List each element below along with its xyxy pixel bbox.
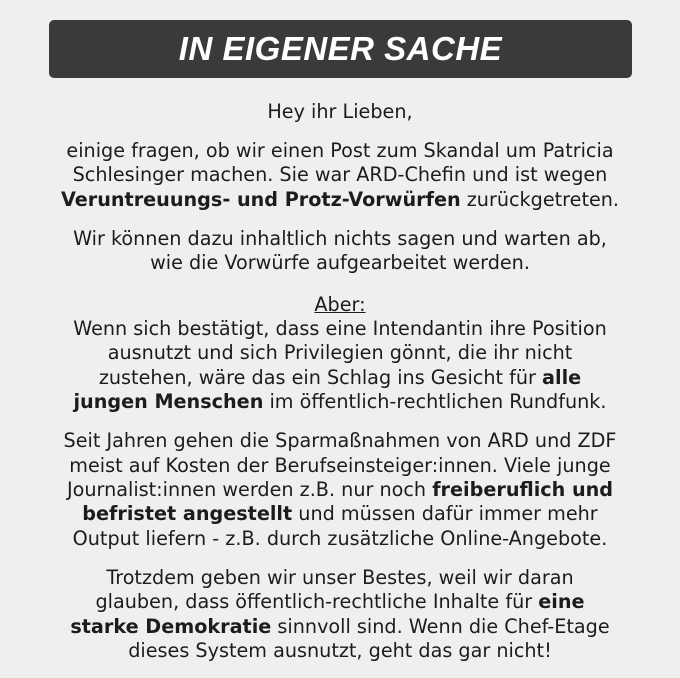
paragraph-democracy [30,566,650,664]
bold-phrase: befristet angestellt [82,502,293,526]
paragraph-line [30,478,650,502]
title-banner [49,20,632,78]
paragraph-aber [30,293,650,415]
paragraph-line: dieses System ausnutzt, geht das gar nicht! [128,639,552,663]
paragraph-line [30,390,650,414]
greeting-text: Hey ihr Lieben, [267,100,413,123]
banner-title: IN EIGENER SACHE [178,30,503,67]
bold-phrase: eine [538,590,585,614]
paragraph-line: Trotzdem geben wir unser Bestes, weil wir daran [106,565,574,589]
paragraph-line: einige fragen, ob wir einen Post zum Skandal um Patricia [66,139,614,162]
paragraph-line: Output liefern - z.B. durch zusätzliche Online-Angebote. [72,526,608,550]
text-fragment: und müssen dafür immer mehr [292,502,598,526]
paragraph-line: meist auf Kosten der Berufseinsteiger:innen. Viele junge [69,453,611,477]
paragraph-line: Wir können dazu inhaltlich nichts sagen und warten ab, [73,226,607,250]
paragraph-cuts [30,429,650,551]
bold-phrase: Veruntreuungs- und Protz-Vorwürfen [60,187,461,211]
paragraph-request [30,139,650,212]
text-fragment: Journalist:innen werden z.B. nur noch [66,478,433,502]
text-fragment: zurückgetreten. [460,187,620,211]
bold-phrase: alle [542,365,582,389]
bold-phrase: jungen Menschen [73,390,264,414]
statement-text [30,100,650,678]
paragraph-line: Wenn sich bestätigt, dass eine Intendantin ihre Position [73,317,607,341]
aber-heading: Aber: [314,292,366,316]
bold-phrase: starke Demokratie [70,614,272,638]
paragraph-line [30,366,650,390]
greeting [30,100,650,124]
paragraph-line: ausnutzt und sich Privilegien gönnt, die ihr nicht [107,341,573,365]
text-fragment: glauben, dass öffentlich-rechtliche Inhalte für [95,590,539,614]
bold-phrase: freiberuflich und [432,478,614,502]
text-fragment: im öffentlich-rechtlichen Rundfunk. [263,390,607,414]
paragraph-line [30,590,650,614]
paragraph-line [30,502,650,526]
paragraph-line [30,188,650,212]
paragraph-line: Schlesinger machen. Sie war ARD-Chefin und ist wegen [72,163,608,187]
text-fragment: zustehen, wäre das ein Schlag ins Gesicht für [98,365,543,389]
paragraph-line [30,615,650,639]
text-fragment: sinnvoll sind. Wenn die Chef-Etage [271,614,610,638]
paragraph-line: Seit Jahren gehen die Sparmaßnahmen von ARD und ZDF [63,429,617,453]
paragraph-no-comment [30,227,650,276]
paragraph-line: wie die Vorwürfe aufgearbeitet werden. [150,251,530,275]
